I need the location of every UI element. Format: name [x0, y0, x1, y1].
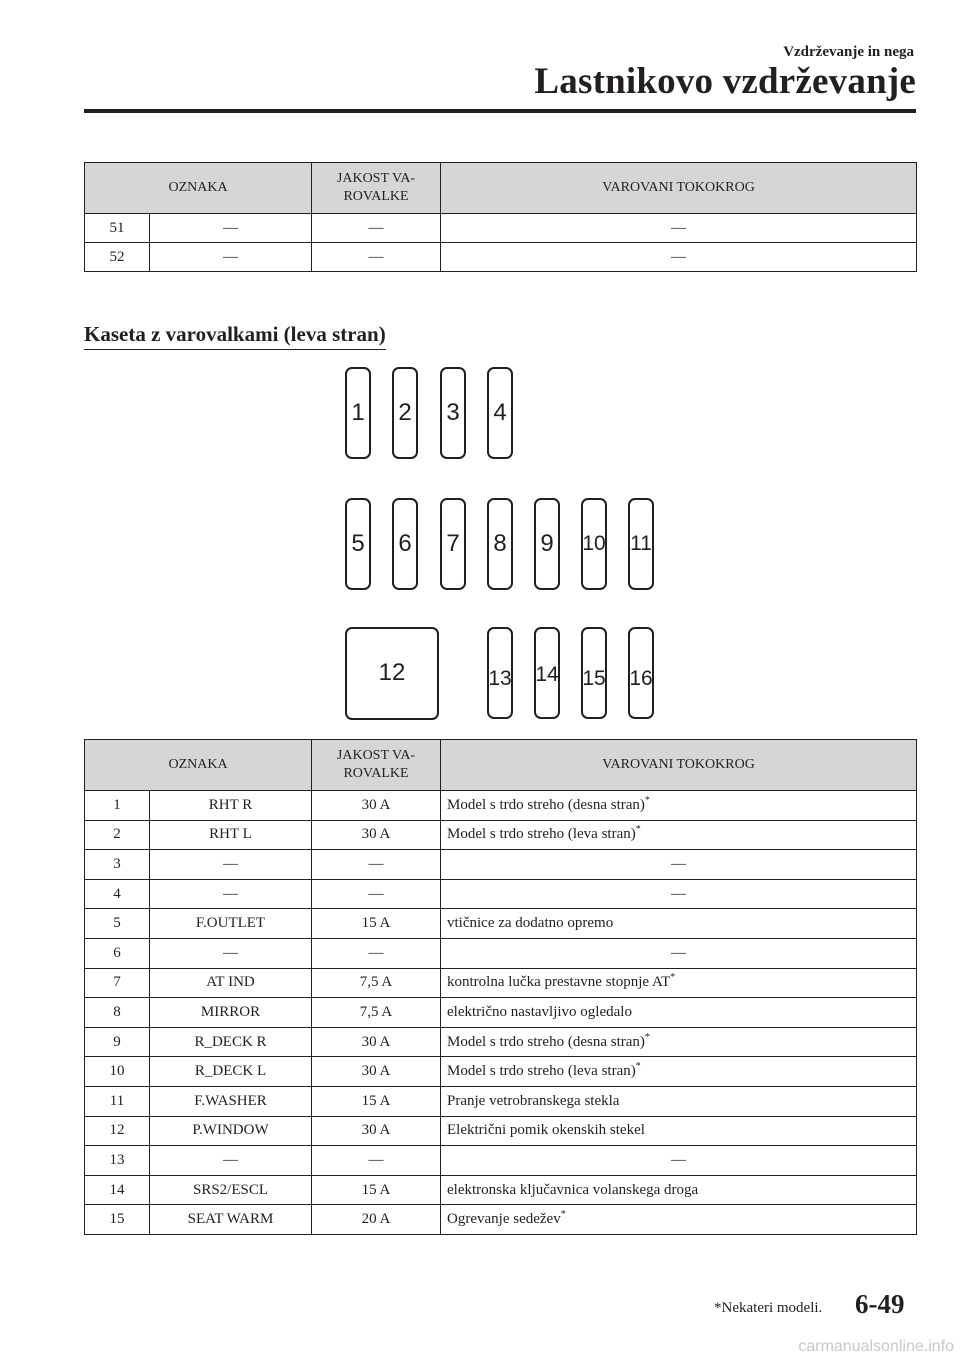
protected-circuit: kontrolna lučka prestavne stopnje AT* — [441, 968, 917, 998]
fuse-label: MIRROR — [150, 998, 312, 1028]
fuse-number: 14 — [85, 1175, 150, 1205]
protected-circuit: Model s trdo streho (leva stran)* — [441, 820, 917, 850]
fuse-label: RHT L — [150, 820, 312, 850]
fuse-amperage: — — [312, 1146, 441, 1176]
fuse-label: F.OUTLET — [150, 909, 312, 939]
table-header-row — [85, 740, 917, 791]
col-header-circuit: VAROVANI TOKOKROG — [441, 740, 917, 791]
fuse-amperage: 30 A — [312, 1116, 441, 1146]
fuse-slot-3: 3 — [440, 367, 466, 459]
table-row — [85, 909, 917, 939]
table-row — [85, 1146, 917, 1176]
protected-circuit: Električni pomik okenskih stekel — [441, 1116, 917, 1146]
table-row — [85, 998, 917, 1028]
fuse-label: SEAT WARM — [150, 1205, 312, 1235]
table-row — [85, 879, 917, 909]
fuse-amperage: 15 A — [312, 909, 441, 939]
table-row — [85, 938, 917, 968]
protected-circuit: — — [441, 214, 917, 243]
fuse-slot-6: 6 — [392, 498, 418, 590]
fuse-slot-5: 5 — [345, 498, 371, 590]
fuse-label: AT IND — [150, 968, 312, 998]
fuse-slot-2: 2 — [392, 367, 418, 459]
footnote: *Nekateri modeli. — [714, 1300, 823, 1316]
table-row — [85, 1086, 917, 1116]
fuse-slot-11: 11 — [628, 498, 654, 590]
footnote-marker: * — [635, 1061, 641, 1073]
fuse-amperage: 30 A — [312, 791, 441, 821]
footnote-marker: * — [644, 1031, 650, 1043]
col-header-amperage: JAKOST VA- ROVALKE — [312, 740, 441, 791]
col-header-amperage: JAKOST VA- ROVALKE — [312, 163, 441, 214]
fuse-label: R_DECK R — [150, 1027, 312, 1057]
table-row — [85, 214, 917, 243]
section-subtitle: Vzdrževanje in nega — [783, 44, 914, 60]
header-divider — [84, 109, 916, 113]
footnote-marker: * — [635, 824, 641, 836]
fuse-slot-4: 4 — [487, 367, 513, 459]
protected-circuit: Model s trdo streho (leva stran)* — [441, 1057, 917, 1087]
table-row — [85, 820, 917, 850]
fuse-label: SRS2/ESCL — [150, 1175, 312, 1205]
protected-circuit: elektronska ključavnica volanskega droga — [441, 1175, 917, 1205]
fuse-amperage: 30 A — [312, 1027, 441, 1057]
section-title: Kaseta z varovalkami (leva stran) — [84, 322, 386, 350]
protected-circuit: električno nastavljivo ogledalo — [441, 998, 917, 1028]
footnote-marker: * — [560, 1209, 566, 1221]
table-row — [85, 1175, 917, 1205]
fuse-number: 7 — [85, 968, 150, 998]
fuse-slot-1: 1 — [345, 367, 371, 459]
protected-circuit: Model s trdo streho (desna stran)* — [441, 791, 917, 821]
page-number: 6-49 — [855, 1289, 905, 1319]
table-row — [85, 1116, 917, 1146]
fuse-amperage: 7,5 A — [312, 968, 441, 998]
fuse-number: 5 — [85, 909, 150, 939]
fuse-slot-9: 9 — [534, 498, 560, 590]
fuse-slot-14: 14 — [534, 627, 560, 719]
protected-circuit: Ogrevanje sedežev* — [441, 1205, 917, 1235]
fuse-amperage: — — [312, 214, 441, 243]
fuse-table-top — [84, 162, 917, 272]
protected-circuit: — — [441, 243, 917, 272]
fuse-amperage: 15 A — [312, 1086, 441, 1116]
fuse-number: 1 — [85, 791, 150, 821]
table-row — [85, 1205, 917, 1235]
protected-circuit: vtičnice za dodatno opremo — [441, 909, 917, 939]
protected-circuit: Model s trdo streho (desna stran)* — [441, 1027, 917, 1057]
table-row — [85, 968, 917, 998]
fuse-amperage: 30 A — [312, 820, 441, 850]
table-row — [85, 243, 917, 272]
fuse-label: RHT R — [150, 791, 312, 821]
fuse-number: 3 — [85, 850, 150, 880]
fuse-table-left — [84, 739, 917, 1235]
table-row — [85, 1027, 917, 1057]
table-row — [85, 850, 917, 880]
fuse-number: 4 — [85, 879, 150, 909]
fuse-amperage: — — [312, 938, 441, 968]
col-header-label: OZNAKA — [85, 740, 312, 791]
col-header-label: OZNAKA — [85, 163, 312, 214]
fuse-number: 8 — [85, 998, 150, 1028]
fuse-number: 12 — [85, 1116, 150, 1146]
col-header-circuit: VAROVANI TOKOKROG — [441, 163, 917, 214]
fuse-label: — — [150, 938, 312, 968]
fuse-slot-13: 13 — [487, 627, 513, 719]
table-header-row — [85, 163, 917, 214]
protected-circuit: — — [441, 850, 917, 880]
fuse-number: 9 — [85, 1027, 150, 1057]
fuse-label: P.WINDOW — [150, 1116, 312, 1146]
fuse-slot-16: 16 — [628, 627, 654, 719]
fuse-slot-8: 8 — [487, 498, 513, 590]
fuse-label: — — [150, 879, 312, 909]
footnote-marker: * — [644, 794, 650, 806]
fuse-number: 6 — [85, 938, 150, 968]
fuse-label: — — [150, 214, 312, 243]
footnote-marker: * — [670, 972, 676, 984]
fuse-number: 10 — [85, 1057, 150, 1087]
fuse-slot-10: 10 — [581, 498, 607, 590]
protected-circuit: Pranje vetrobranskega stekla — [441, 1086, 917, 1116]
fuse-number: 15 — [85, 1205, 150, 1235]
fuse-slot-7: 7 — [440, 498, 466, 590]
protected-circuit: — — [441, 879, 917, 909]
protected-circuit: — — [441, 938, 917, 968]
fuse-label: — — [150, 1146, 312, 1176]
fuse-amperage: 15 A — [312, 1175, 441, 1205]
fuse-number: 52 — [85, 243, 150, 272]
table-row — [85, 1057, 917, 1087]
fuse-amperage: — — [312, 850, 441, 880]
fuse-amperage: 20 A — [312, 1205, 441, 1235]
watermark: carmanualsonline.info — [798, 1338, 954, 1355]
fuse-amperage: 7,5 A — [312, 998, 441, 1028]
fuse-label: R_DECK L — [150, 1057, 312, 1087]
fuse-amperage: — — [312, 243, 441, 272]
fuse-number: 51 — [85, 214, 150, 243]
protected-circuit: — — [441, 1146, 917, 1176]
fuse-label: — — [150, 850, 312, 880]
fuse-slot-15: 15 — [581, 627, 607, 719]
fuse-amperage: 30 A — [312, 1057, 441, 1087]
fuse-number: 11 — [85, 1086, 150, 1116]
fuse-label: F.WASHER — [150, 1086, 312, 1116]
fuse-number: 13 — [85, 1146, 150, 1176]
fuse-slot-12: 12 — [345, 627, 439, 720]
page-title: Lastnikovo vzdrževanje — [534, 61, 916, 102]
fuse-label: — — [150, 243, 312, 272]
fuse-number: 2 — [85, 820, 150, 850]
table-row — [85, 791, 917, 821]
fuse-amperage: — — [312, 879, 441, 909]
